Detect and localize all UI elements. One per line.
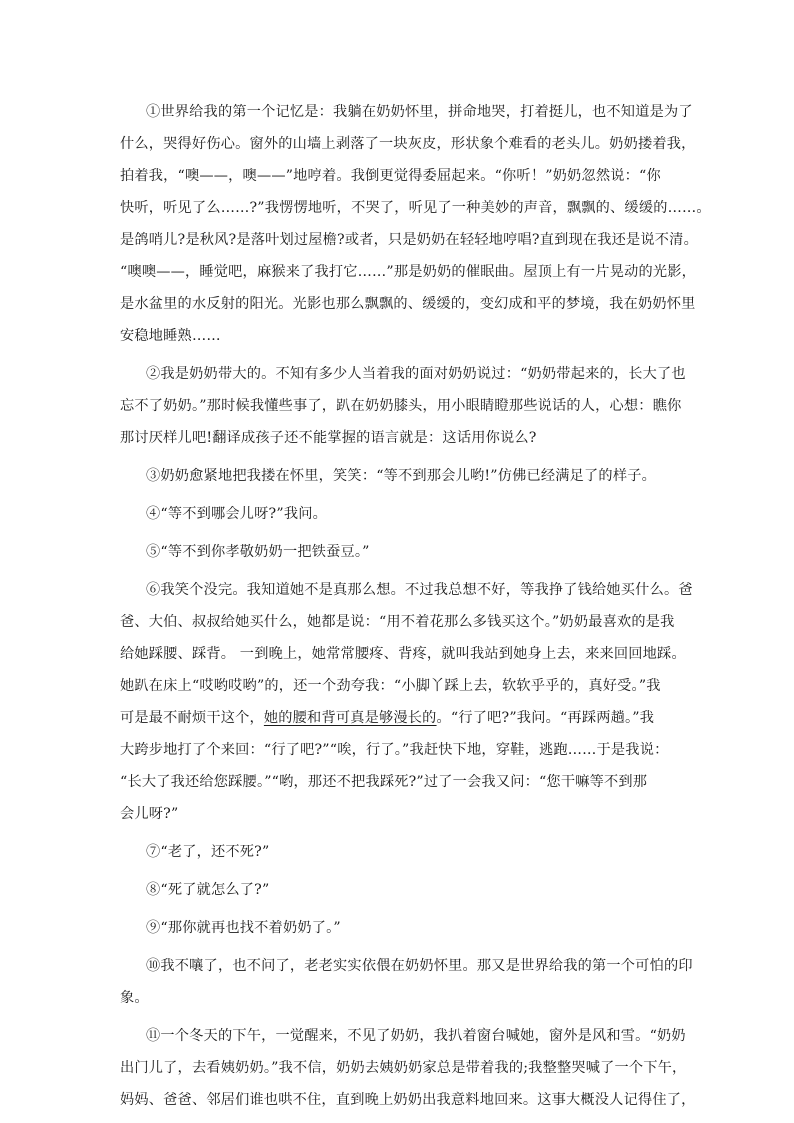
text-line: 是鸽哨儿?是秋风?是落叶划过屋檐?或者，只是奶奶在轻轻地哼唱?直到现在我还是说不清。 xyxy=(120,232,698,248)
paragraph-8 xyxy=(120,874,682,906)
text-line: ⑧“死了就怎么了?” xyxy=(146,882,270,898)
text-line: ①世界给我的第一个记忆是：我躺在奶奶怀里，拼命地哭，打着挺儿，也不知道是为了 xyxy=(146,104,693,120)
text-line: ⑪一个冬天的下午，一觉醒来，不见了奶奶，我扒着窗台喊她，窗外是风和雪。“奶奶 xyxy=(146,1028,686,1044)
text-line: 忘不了奶奶。”那时候我懂些事了，趴在奶奶膝头，用小眼睛瞪那些说话的人，心想：瞧你 xyxy=(120,398,682,414)
text-line: ⑦“老了，还不死?” xyxy=(146,844,270,860)
text-line-with-underline xyxy=(120,702,682,734)
text-line: ⑤“等不到你孝敬奶奶一把铁蚕豆。” xyxy=(146,544,370,560)
text-line: ③奶奶愈紧地把我搂在怀里，笑笑：“等不到那会儿哟!”仿佛已经满足了的样子。 xyxy=(146,468,656,484)
text-line: 安稳地睡熟…… xyxy=(120,328,221,344)
paragraph-2 xyxy=(120,358,686,454)
text-segment: 可是最不耐烦干这个， xyxy=(120,710,264,726)
text-line: “长大了我还给您踩腰。”“哟，那还不把我踩死?”过了一会我又问：“您干嘛等不到那 xyxy=(120,774,648,790)
underlined-sentence: 她的腰和背可真是够漫长的 xyxy=(263,710,437,726)
text-line: 象。 xyxy=(120,990,149,1006)
paragraph-4 xyxy=(120,498,682,530)
text-line: 会儿呀?” xyxy=(120,806,179,822)
paragraph-10 xyxy=(120,950,693,1014)
text-line: 拍着我，“噢——，噢——”地哼着。我倒更觉得委屈起来。“你听！”奶奶忽然说：“你 xyxy=(120,168,661,184)
paragraph-7 xyxy=(120,836,682,868)
paragraph-1 xyxy=(120,96,711,352)
paragraph-3 xyxy=(120,460,682,492)
paragraph-5 xyxy=(120,536,682,568)
text-line: ④“等不到哪会儿呀?”我问。 xyxy=(146,506,327,522)
text-line: “噢噢——，睡觉吧，麻猴来了我打它……”那是奶奶的催眠曲。屋顶上有一片晃动的光影， xyxy=(120,264,697,280)
paragraph-9 xyxy=(120,912,682,944)
article-body xyxy=(120,96,711,1122)
text-line: 大跨步地打了个来回：“行了吧?”“唉，行了。”我赶快下地，穿鞋，逃跑……于是我说： xyxy=(120,742,669,758)
text-line: 是水盆里的水反射的阳光。光影也那么飘飘的、缓缓的，变幻成和平的梦境，我在奶奶怀里 xyxy=(120,296,696,312)
text-line: ②我是奶奶带大的。不知有多少人当着我的面对奶奶说过：“奶奶带起来的，长大了也 xyxy=(146,366,686,382)
text-line: 什么，哭得好伤心。窗外的山墙上剥落了一块灰皮，形状象个难看的老头儿。奶奶搂着我， xyxy=(120,136,696,152)
text-line: 爸、大伯、叔叔给她买什么，她都是说：“用不着花那么多钱买这个。”奶奶最喜欢的是我 xyxy=(120,614,675,630)
paragraph-6 xyxy=(120,574,693,830)
text-line: 给她踩腰、踩背。 一到晚上，她常常腰疼、背疼，就叫我站到她身上去，来来回回地踩。 xyxy=(120,646,686,662)
text-line: ⑥我笑个没完。我知道她不是真那么想。不过我总想不好，等我挣了钱给她买什么。爸 xyxy=(146,582,693,598)
text-line: 快听，听见了么……?”我愣愣地听，不哭了，听见了一种美妙的声音，飘飘的、缓缓的……。 xyxy=(120,200,711,216)
paragraph-11 xyxy=(120,1020,696,1116)
text-line: ⑨“那你就再也找不着奶奶了。” xyxy=(146,920,341,936)
text-line: 那讨厌样儿吧!翻译成孩子还不能掌握的语言就是：这话用你说么? xyxy=(120,430,537,446)
text-line: 她趴在床上“哎哟哎哟”的，还一个劲夸我：“小脚丫踩上去，软软乎乎的，真好受。”我 xyxy=(120,678,661,694)
text-line: 妈妈、爸爸、邻居们谁也哄不住，直到晚上奶奶出我意料地回来。这事大概没人记得住了， xyxy=(120,1092,696,1108)
text-segment: 。“行了吧?”我问。“再踩两趟。”我 xyxy=(436,710,655,726)
text-line: ⑩我不嚷了，也不问了，老老实实依偎在奶奶怀里。那又是世界给我的第一个可怕的印 xyxy=(146,958,693,974)
text-line: 出门儿了，去看姨奶奶。”我不信，奶奶去姨奶奶家总是带着我的;我整整哭喊了一个下午， xyxy=(120,1060,687,1076)
